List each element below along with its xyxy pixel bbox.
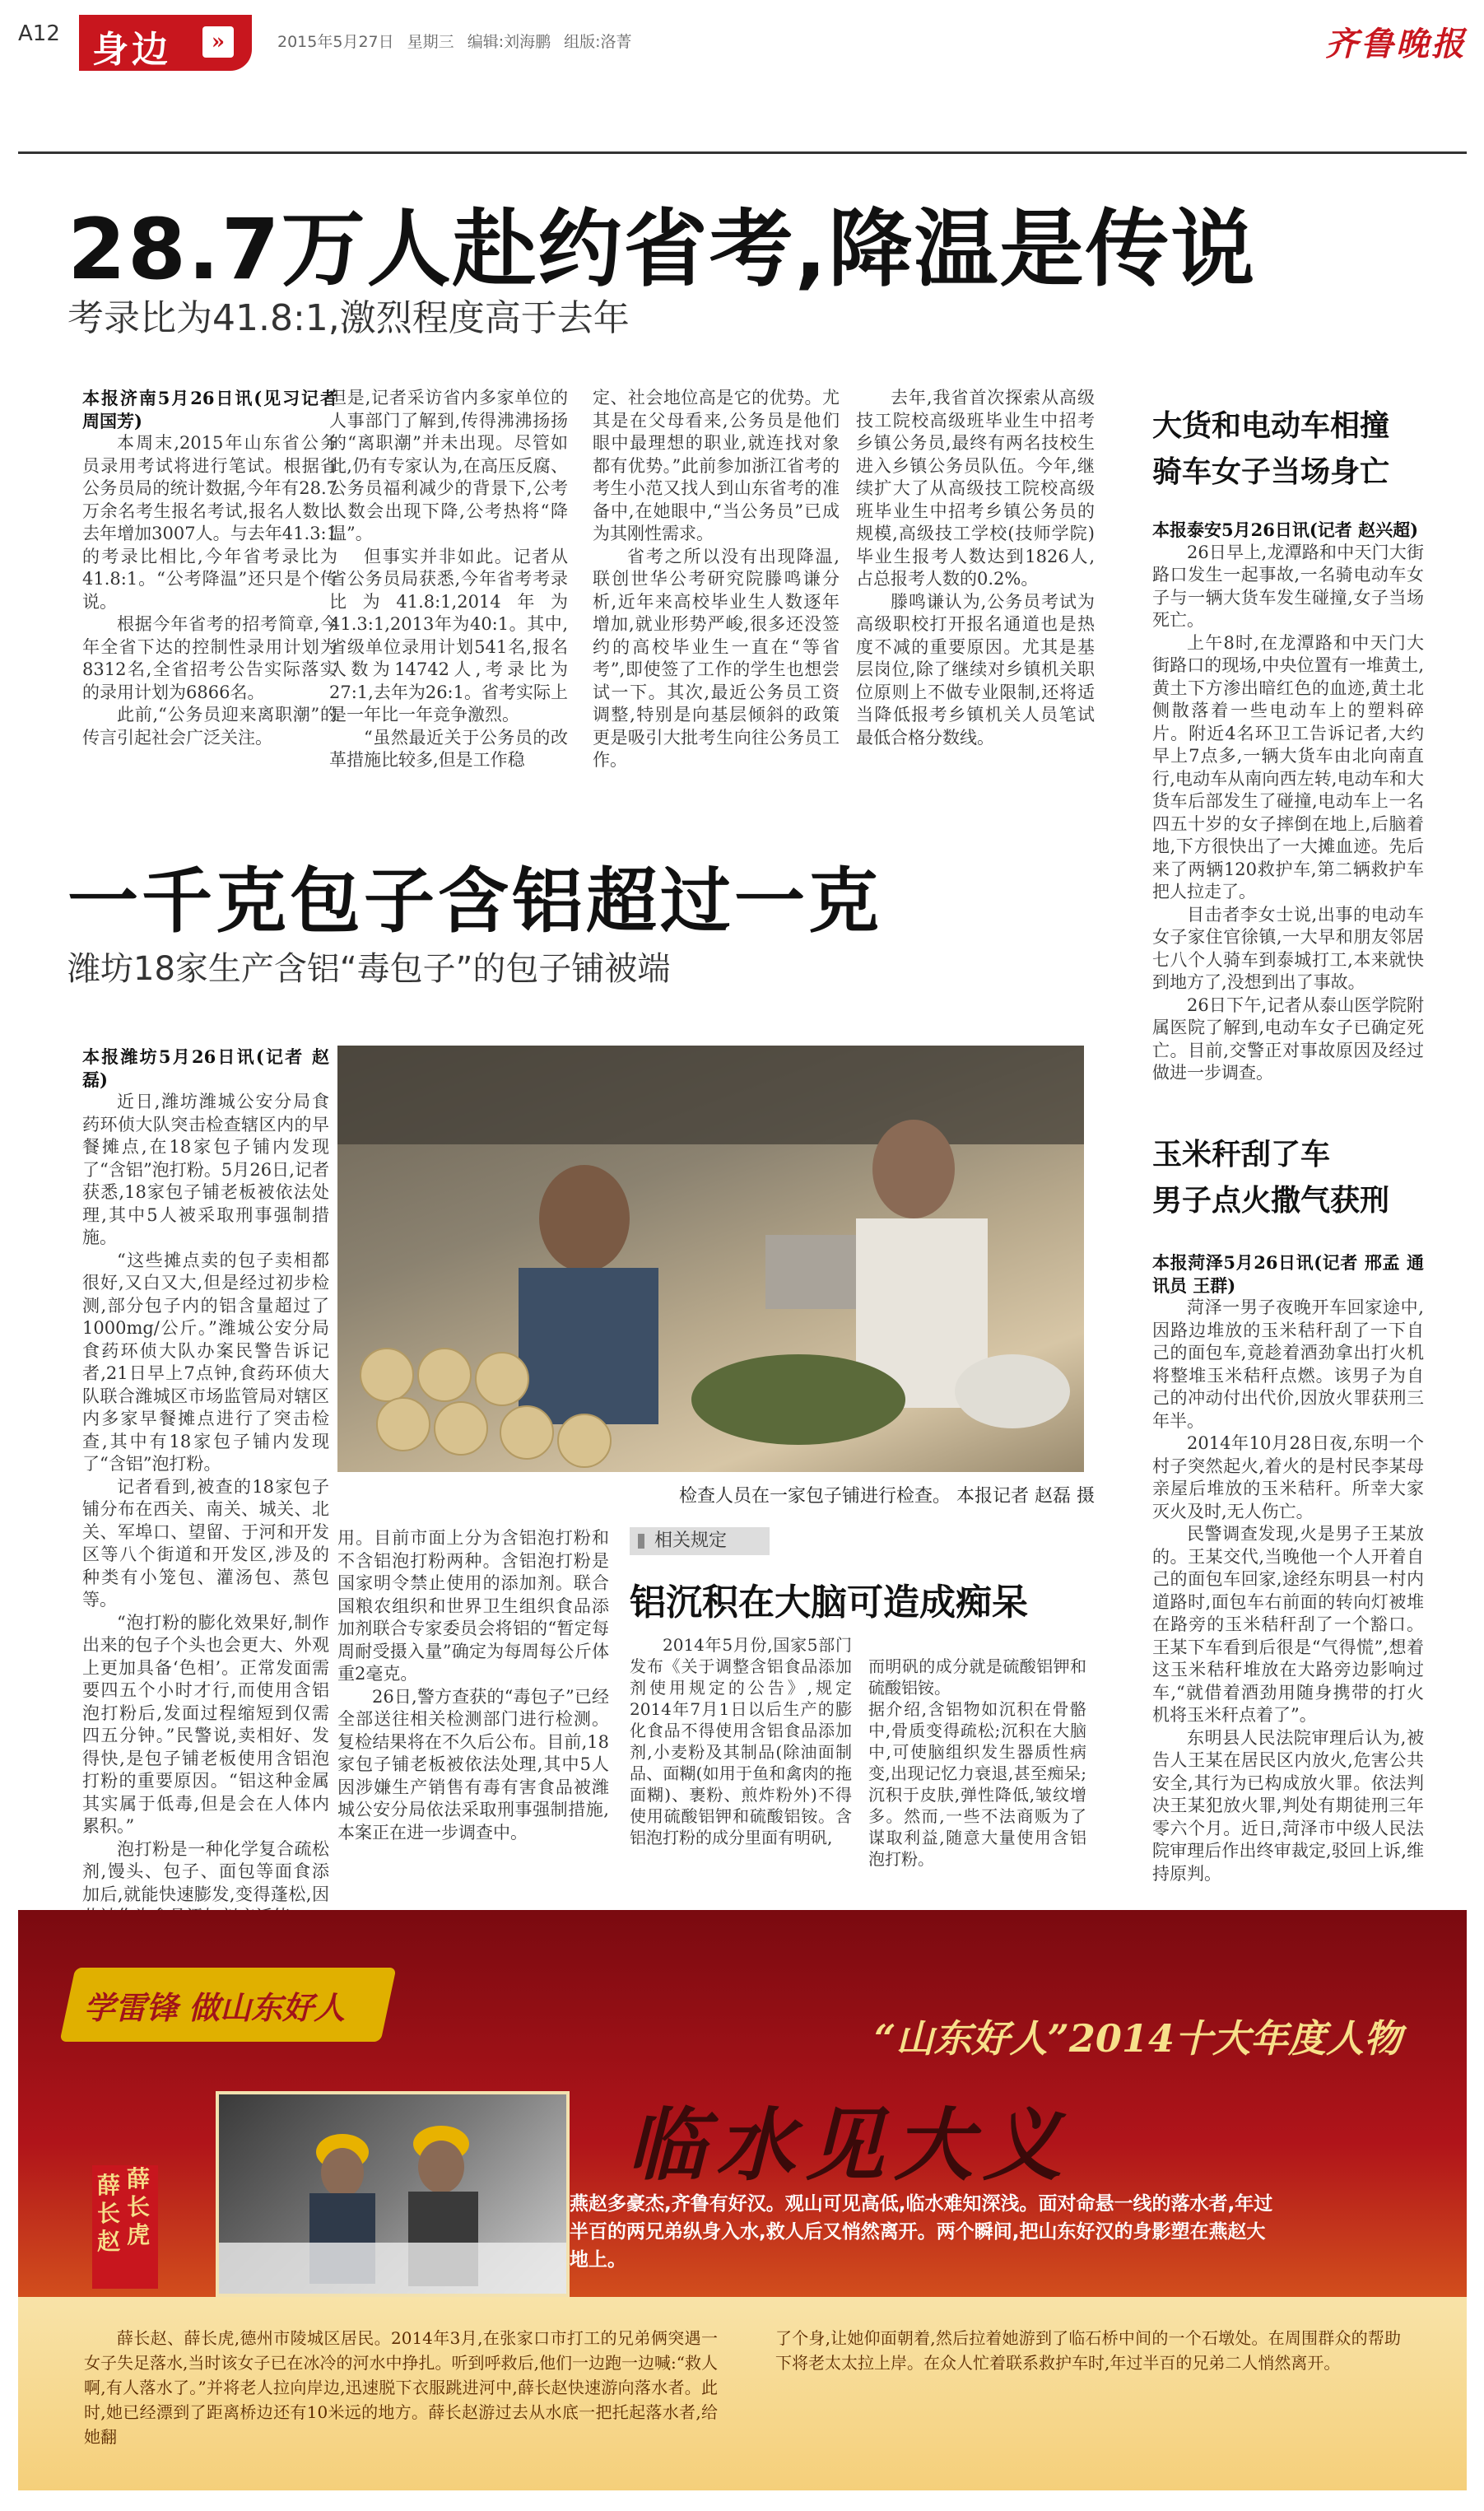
side2-paragraph: 菏泽一男子夜晚开车回家途中,因路边堆放的玉米秸秆刮了一下自己的面包车,竟趁着酒劲拿出打火机将整堆玉米秸秆点燃。该男子为自己的冲动付出代价,因放火罪获刑三年半。 [1152,1297,1424,1431]
related-paragraph: 而明矾的成分就是硫酸铝钾和硫酸铝铵。 据介绍,含铝物如沉积在骨骼中,骨质变得疏松;沉积在大脑中,可使脑组织发生器质性病变,出现记忆力衰退,甚至痴呆;沉积于皮肤,弹性降低,皱纹增多。然而,一些不法商贩为了谋取利益,随意大量使用含铝泡打粉。 [868,1656,1086,1869]
article1-paragraph: 但事实并非如此。记者从省公务员局获悉,今年省考考录比为41.8:1,2014年为41.3:1,2013年为40:1。其中,省级单位录用计划541名,报名人数为14742人,考录比为27:1,去年为26:1。省考实际上是一年比一年竞争激烈。 [329,546,568,724]
side2-paragraph: 民警调查发现,火是男子王某放的。王某交代,当晚他一个人开着自己的面包车回家,途经东明县一村内道路时,面包车右前面的转向灯被堆在路旁的玉米秸秆刮了一个豁口。王某下车看到后很是“气得慌”,想着这玉米秸秆堆放在大路旁边影响过车,“就借着酒劲用随身携带的打火机将玉米秆点着了”。 [1152,1524,1424,1725]
article1-headline: 28.7万人赴约省考,降温是传说 [67,201,1257,299]
related-paragraph: 2014年5月份,国家5部门发布《关于调整含铝食品添加剂使用规定的公告》,规定2014年7月1日以后生产的膨化食品不得使用含铝食品添加剂,小麦粉及其制品(除油面制品、面糊(如用于鱼和禽肉的拖面糊)、裹粉、煎炸粉外)不得使用硫酸铝钾和硫酸铝铵。含铝泡打粉的成分里面有明矾, [630,1635,852,1847]
article1-paragraph: 根据今年省考的招考简章,今年全省下达的控制性录用计划为8312名,全省招考公告实际落实的录用计划为6866名。 [82,614,337,702]
banner-body-column-2 [775,2326,1401,2474]
article1-paragraph: 定、社会地位高是它的优势。尤其是在父母看来,公务员是他们眼中最理想的职业,就连找对象都有优势。”此前参加浙江省考的考生小范又找人到山东省考的准备中,在她眼中,“当公务员”已成为其刚性需求。 [593,388,840,543]
article2-paragraph: 泡打粉是一种化学复合疏松剂,馒头、包子、面包等面食添加后,就能快速膨发,变得蓬松,因 [82,1838,329,1904]
article2-paragraph: 近日,潍坊潍城公安分局食药环侦大队突击检查辖区内的早餐摊点,在18家包子铺内发现了“含铝”泡打粉。5月26日,记者获悉,18家包子铺老板被依法处理,其中5人被采取刑事强制措施。 [82,1092,329,1247]
related-column-2 [868,1634,1086,1877]
banner-name: 薛长虎 [127,2165,151,2248]
article2-subtitle: 潍坊18家生产含铝“毒包子”的包子铺被端 [67,950,671,988]
article2-paragraph: “泡打粉的膨化效果好,制作出来的包子个头也会更大、外观上更加具备‘色相’。正常发面需要四五个小时才行,而使用含铝泡打粉后,发面过程缩短到仅需四五分钟。”民警说,卖相好、发得快,是包子铺老板使用含铝泡打粉的重要原因。“铝这种金属其实属于低毒,但是会在人体内累积。” [82,1612,329,1836]
side2-headline-line1: 玉米秆刮了车 [1152,1138,1331,1172]
side1-dateline: 本报泰安5月26日讯(记者 赵兴超) [1152,519,1419,540]
banner-intro: 燕赵多豪杰,齐鲁有好汉。观山可见高低,临水难知深浅。面对命悬一线的落水者,年过半百的两兄弟纵身入水,救人后又悄然离开。两个瞬间,把山东好汉的身影塑在燕赵大地上。 [570,2193,1273,2271]
article1-paragraph: 此前,“公务员迎来离职潮”的传言引起社会广泛关注。 [82,705,337,748]
section-name: 身边 [92,29,171,71]
page-number: A12 [18,21,60,46]
article1-paragraph: 省考之所以没有出现降温,联创世华公考研究院滕鸣谦分析,近年来高校毕业生人数逐年增加,就业形势严峻,很多还没签约的高校毕业生一直在“等省考”,即使签了工作的学生也想尝试一下。其次,最近公务员工资调整,特别是向基层倾斜的政策更是吸引大批考生向往公务员工作。 [593,546,840,770]
side2-body [1152,1251,1424,1884]
article2-paragraph: 用。目前市面上分为含铝泡打粉和不含铝泡打粉两种。含铝泡打粉是国家明令禁止使用的添加剂。联合国粮农组织和世界卫生组织食品添加剂联合专家委员会将铝的“暂定每周耐受摄入量”确定为每周每公斤体重2毫克。 [337,1528,609,1684]
side1-paragraph: 目击者李女士说,出事的电动车女子家住官徐镇,一大早和朋友邻居七八个人骑车到泰城打工,本来就快到地方了,没想到出了事故。 [1152,904,1424,992]
related-headline: 铝沉积在大脑可造成痴呆 [630,1582,1028,1624]
side2-paragraph: 2014年10月28日夜,东明一个村子突然起火,着火的是村民李某母亲屋后堆放的玉米秸秆。所幸大家灭火及时,无人伤亡。 [1152,1433,1424,1521]
name-badge [92,2165,158,2289]
banner-name: 薛长赵 [97,2172,121,2255]
side2-headline-line2: 男子点火撒气获刑 [1152,1184,1390,1218]
side1-headline-line1: 大货和电动车相撞 [1152,409,1390,443]
chevron-right-icon: » [202,26,234,58]
side1-paragraph: 26日下午,记者从泰山医学院附属医院了解到,电动车女子已确定死亡。目前,交警正对事故原因及经过做进一步调查。 [1152,995,1424,1083]
photo-caption: 检查人员在一家包子铺进行检查。 本报记者 赵磊 摄 [679,1486,1095,1507]
side1-paragraph: 上午8时,在龙潭路和中天门大街路口的现场,中央位置有一堆黄土,黄土下方渗出暗红色的血迹,黄土北侧散落着一些电动车上的塑料碎片。附近4名环卫工告诉记者,大约早上7点多,一辆大货车由北向南直行,电动车从南向西左转,电动车和大货车后部发生了碰撞,电动车上一名四五十岁的女子摔倒在地上,后脑着地,下方很快出了一大摊血迹。先后来了两辆120救护车,第二辆救护车把人拉走了。 [1152,632,1424,901]
banner-body [18,2297,1467,2490]
side2-dateline: 本报菏泽5月26日讯(记者 邢孟 通讯员 王群) [1152,1252,1424,1296]
banner-event-title: “山东好人”2014十大年度人物 [874,2016,1402,2061]
article2-column-2 [337,1527,609,1877]
masthead [18,15,1467,74]
related-column-1 [630,1634,852,1877]
banner-photo [216,2091,570,2297]
banner-paragraph: 了个身,让她仰面朝着,然后拉着她游到了临石桥中间的一个石墩处。在周围群众的帮助下将老太太拉上岸。在众人忙着联系救护车时,年过半百的兄弟二人悄然离开。 [775,2328,1401,2373]
side2-paragraph: 东明县人民法院审理后认为,被告人王某在居民区内放火,危害公共安全,其行为已构成放火罪。依法判决王某犯放火罪,判处有期徒刑三年零六个月。近日,菏泽市中级人民法院审理后作出终审裁定,驳回上诉,维持原判。 [1152,1727,1424,1884]
article1-column-3 [593,387,840,782]
article1-paragraph: 但是,记者采访省内多家单位的人事部门了解到,传得沸沸扬扬的“离职潮”并未出现。尽管如此,仍有专家认为,在高压反腐、公务员福利减少的背景下,公考人数会出现下降,公考热将“降温”。 [329,388,568,543]
banner-body-column-1 [84,2326,718,2474]
banner-slogan: 学雷锋 做山东好人 [83,1989,346,2026]
news-photo [337,1046,1084,1472]
article1-paragraph: “虽然最近关于公务员的改革措施比较多,但是工作稳 [329,727,568,770]
article1-subtitle: 考录比为41.8:1,激烈程度高于去年 [67,297,630,339]
article1-paragraph: 滕鸣谦认为,公务员考试为高级职校打开报名通道也是热度不减的重要原因。尤其是基层岗位,除了继续对乡镇机关职位原则上不做专业限制,还将适当降低报考乡镇机关人员笔试最低合格分数线。 [856,591,1095,748]
article2-paragraph: 26日,警方查获的“毒包子”已经全部送往相关检测部门进行检测。复检结果将在不久后公布。目前,18家包子铺老板被依法处理,其中5人因涉嫌生产销售有毒有害食品被潍城公安分局依法采取刑事强制措施,本案正在进一步调查中。 [337,1686,609,1842]
related-tag: 相关规定 [630,1527,770,1555]
slogan-badge [59,1968,396,2042]
article1-paragraph: 去年,我省首次探索从高级技工院校高级班毕业生中招考乡镇公务员,最终有两名技校生进入乡镇公务员队伍。今年,继续扩大了从高级技工院校高级班毕业生中招考乡镇公务员的规模,高级技工学校(技师学院)毕业生报考人数达到1826人,占总报考人数的0.2%。 [856,388,1095,589]
article1-column-1 [82,387,337,782]
article2-paragraph: 记者看到,被查的18家包子铺分布在西关、南关、城关、北关、军埠口、望留、于河和开发区等八个街道和开发区,涉及的种类有小笼包、灌汤包、蒸包等。 [82,1476,329,1610]
banner-paragraph: 薛长赵、薛长虎,德州市陵城区居民。2014年3月,在张家口市打工的兄弟俩突遇一女子失足落水,当时该女子已在冰冷的河水中挣扎。听到呼救后,他们一边跑一边喊:“救人啊,有人落水了。”并将老人拉向岸边,迅速脱下衣服跳进河中,薛长赵快速游向落水者。此时,她已经漂到了距离桥边还有10米远的地方。薛长赵游过去从水底一把托起落水者,给她翻 [84,2328,718,2447]
article2-column-1 [82,1046,329,1904]
article1-dateline: 本报济南5月26日讯(见习记者 周国芳) [82,388,337,431]
issue-meta: 2015年5月27日 星期三 编辑:刘海鹏 组版:洛菁 [277,33,632,51]
article1-paragraph: 本周末,2015年山东省公务员录用考试将进行笔试。根据省公务员局的统计数据,今年有28.7万余名考生报名考试,报名人数比去年增加3007人。与去年41.3:1的考录比相比,今年省考录比为41.8:1。“公考降温”还只是个传说。 [82,433,337,612]
section-label [79,15,252,71]
article1-column-4 [856,387,1095,782]
banner-headline: 临水见大义 [627,2099,1072,2192]
header-divider [18,151,1467,154]
article2-dateline: 本报潍坊5月26日讯(记者 赵磊) [82,1046,329,1090]
side1-headline-line2: 骑车女子当场身亡 [1152,455,1390,489]
side1-paragraph: 26日早上,龙潭路和中天门大街路口发生一起事故,一名骑电动车女子与一辆大货车发生碰撞,女子当场死亡。 [1152,542,1424,630]
article2-headline: 一千克包子含铝超过一克 [67,860,882,943]
article1-column-2 [329,387,568,782]
side1-body [1152,519,1424,1087]
article2-paragraph: “这些摊点卖的包子卖相都很好,又白又大,但是经过初步检测,部分包子内的铝含量超过了1000mg/公斤。”潍城公安分局食药环侦大队办案民警告诉记者,21日早上7点钟,食药环侦大队联合潍城区市场监管局对辖区内多家早餐摊点进行了突击检查,其中有18家包子铺内发现了“含铝”泡打粉。 [82,1250,329,1474]
newspaper-logo: 齐鲁晚报 [1325,25,1467,63]
good-people-banner [18,1910,1467,2490]
photo-illustration [337,1046,1084,1472]
banner-photo-illustration [219,2094,566,2294]
